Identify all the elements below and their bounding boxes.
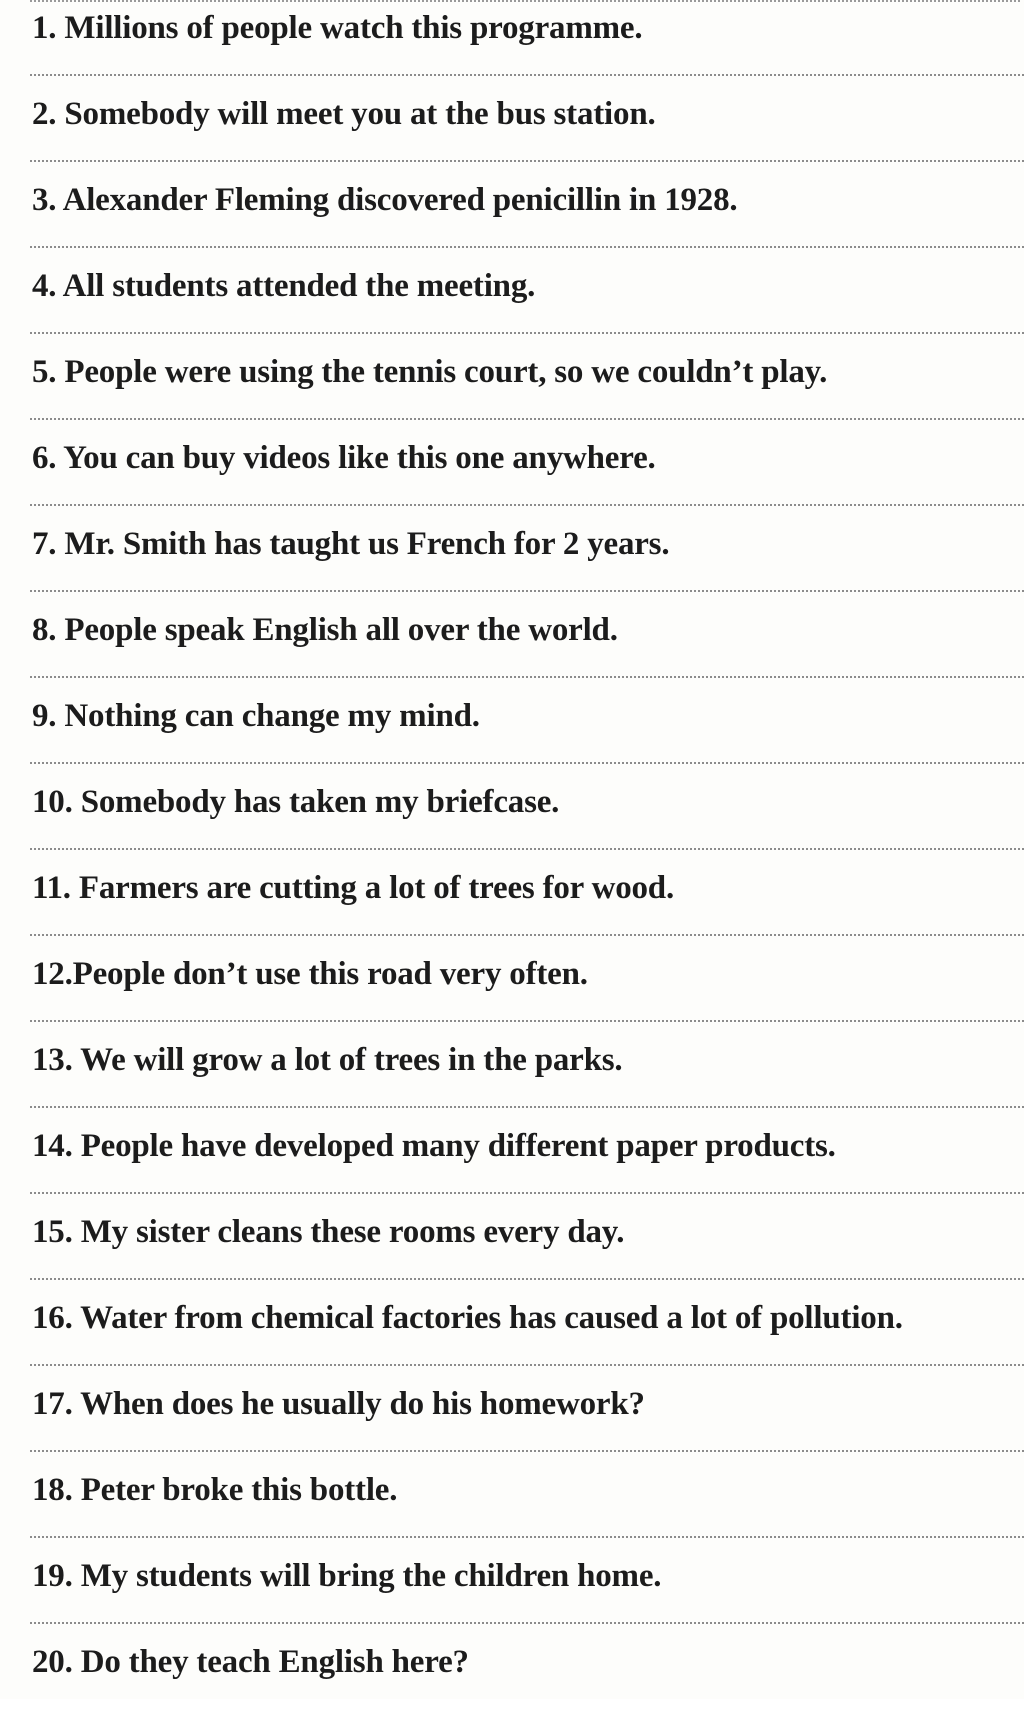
answer-dotted-line[interactable]	[30, 676, 1024, 678]
exercise-sentence: 11. Farmers are cutting a lot of trees for wood.	[32, 870, 675, 906]
answer-dotted-line[interactable]	[30, 1536, 1024, 1538]
exercise-sentence: 17. When does he usually do his homework?	[32, 1386, 645, 1422]
exercise-list	[30, 6, 1024, 1726]
exercise-item	[30, 178, 1024, 264]
exercise-sentence: 8. People speak English all over the world.	[32, 612, 618, 648]
exercise-item	[30, 6, 1024, 92]
exercise-sentence: 1. Millions of people watch this programme.	[32, 10, 643, 46]
exercise-sentence: 18. Peter broke this bottle.	[32, 1472, 398, 1508]
exercise-sentence: 19. My students will bring the children home.	[32, 1558, 662, 1594]
exercise-item	[30, 1468, 1024, 1554]
exercise-sentence: 5. People were using the tennis court, so we couldn’t play.	[32, 354, 828, 390]
exercise-sentence: 15. My sister cleans these rooms every day.	[32, 1214, 625, 1250]
answer-dotted-line[interactable]	[30, 1450, 1024, 1452]
exercise-item	[30, 1210, 1024, 1296]
answer-dotted-line[interactable]	[30, 590, 1024, 592]
exercise-sentence: 4. All students attended the meeting.	[32, 268, 536, 304]
answer-dotted-line[interactable]	[30, 418, 1024, 420]
exercise-sentence: 10. Somebody has taken my briefcase.	[32, 784, 560, 820]
exercise-sentence: 12.People don’t use this road very often.	[32, 956, 588, 992]
answer-dotted-line[interactable]	[30, 1278, 1024, 1280]
exercise-item	[30, 1296, 1024, 1382]
exercise-item	[30, 608, 1024, 694]
top-dotted-rule	[30, 0, 1020, 2]
exercise-item	[30, 1038, 1024, 1124]
exercise-item	[30, 1640, 1024, 1726]
exercise-sentence: 7. Mr. Smith has taught us French for 2 years.	[32, 526, 670, 562]
answer-dotted-line[interactable]	[30, 934, 1024, 936]
answer-dotted-line[interactable]	[30, 332, 1024, 334]
exercise-sentence: 6. You can buy videos like this one anywhere.	[32, 440, 656, 476]
exercise-sentence: 20. Do they teach English here?	[32, 1644, 469, 1680]
exercise-item	[30, 694, 1024, 780]
exercise-item	[30, 866, 1024, 952]
answer-dotted-line[interactable]	[30, 1364, 1024, 1366]
answer-dotted-line[interactable]	[30, 246, 1024, 248]
exercise-item	[30, 436, 1024, 522]
answer-dotted-line[interactable]	[30, 1106, 1024, 1108]
exercise-sentence: 14. People have developed many different paper products.	[32, 1128, 836, 1164]
exercise-sentence: 9. Nothing can change my mind.	[32, 698, 480, 734]
exercise-sentence: 3. Alexander Fleming discovered penicillin in 1928.	[32, 182, 738, 218]
exercise-item	[30, 1382, 1024, 1468]
exercise-item	[30, 952, 1024, 1038]
exercise-item	[30, 780, 1024, 866]
exercise-item	[30, 350, 1024, 436]
answer-dotted-line[interactable]	[30, 160, 1024, 162]
exercise-sentence: 16. Water from chemical factories has caused a lot of pollution.	[32, 1300, 903, 1336]
answer-dotted-line[interactable]	[30, 1192, 1024, 1194]
exercise-sentence: 13. We will grow a lot of trees in the parks.	[32, 1042, 623, 1078]
answer-dotted-line[interactable]	[30, 1622, 1024, 1624]
answer-dotted-line[interactable]	[30, 1020, 1024, 1022]
answer-dotted-line[interactable]	[30, 848, 1024, 850]
exercise-item	[30, 522, 1024, 608]
exercise-item	[30, 1124, 1024, 1210]
answer-dotted-line[interactable]	[30, 504, 1024, 506]
answer-dotted-line[interactable]	[30, 762, 1024, 764]
exercise-item	[30, 264, 1024, 350]
exercise-item	[30, 92, 1024, 178]
exercise-item	[30, 1554, 1024, 1640]
exercise-sentence: 2. Somebody will meet you at the bus station.	[32, 96, 656, 132]
answer-dotted-line[interactable]	[30, 74, 1024, 76]
